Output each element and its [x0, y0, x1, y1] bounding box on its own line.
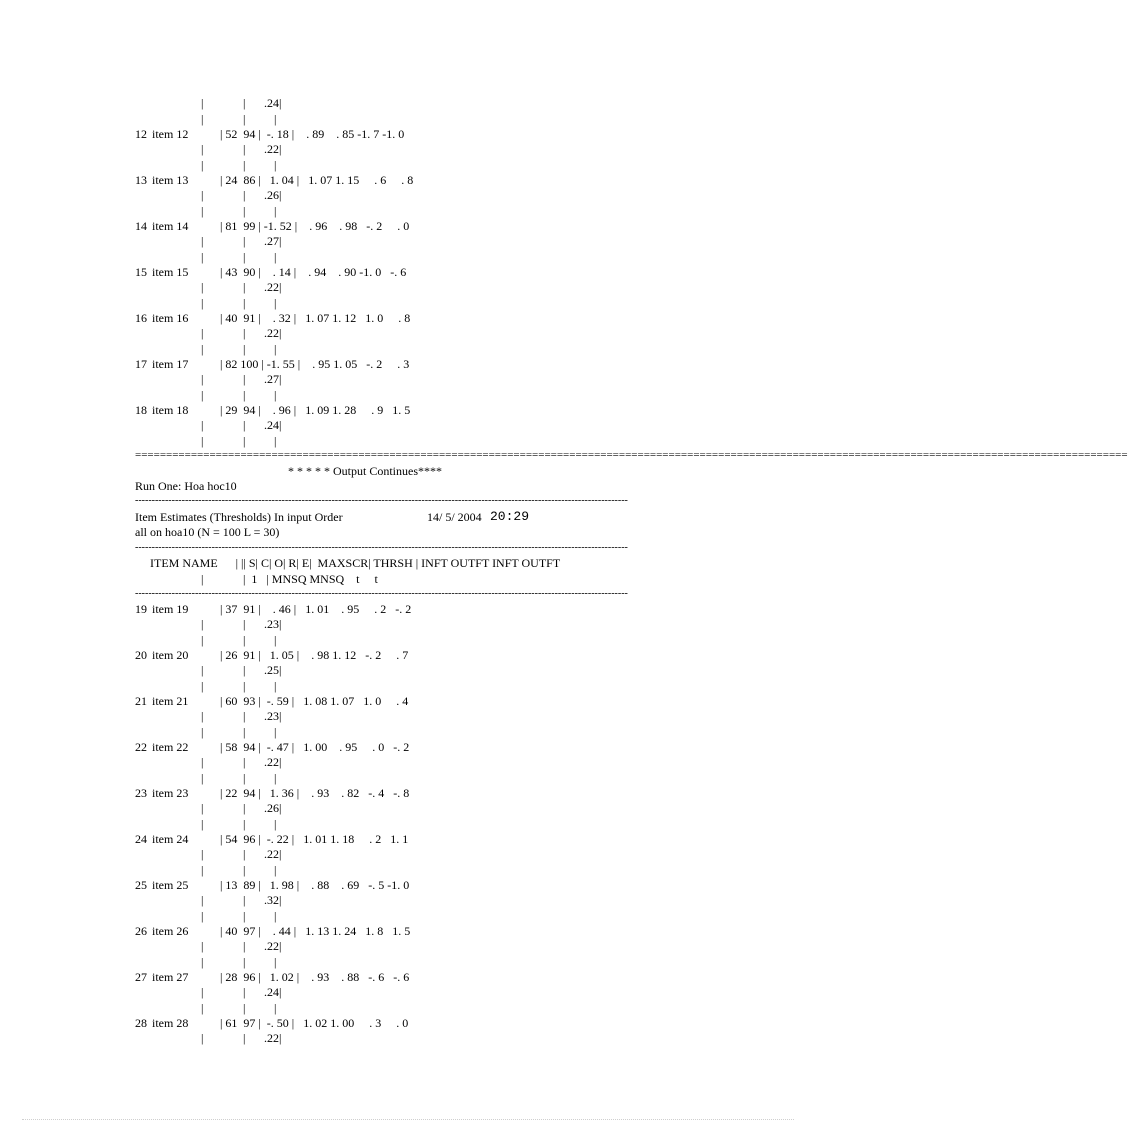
- item-name: item 23: [152, 786, 189, 800]
- separator-pipe: |: [243, 617, 246, 631]
- separator-pipe: |: [243, 418, 246, 432]
- item-number: 25: [135, 878, 147, 892]
- separator-pipe: |: [243, 847, 246, 861]
- item-values: | 40 91 | . 32 | 1. 07 1. 12 1. 0 . 8: [220, 311, 411, 325]
- separator-pipe: |: [243, 755, 246, 769]
- separator-pipe: |: [274, 909, 277, 923]
- standard-error-value: .27|: [264, 372, 282, 386]
- separator-pipe: |: [243, 771, 246, 785]
- item-name: item 15: [152, 265, 189, 279]
- item-name: item 27: [152, 970, 189, 984]
- standard-error-value: .22|: [264, 142, 282, 156]
- standard-error-value: .22|: [264, 280, 282, 294]
- separator-pipe: |: [201, 326, 204, 340]
- separator-pipe: |: [243, 725, 246, 739]
- separator-pipe: |: [274, 342, 277, 356]
- item-number: 13: [135, 173, 147, 187]
- separator-pipe: |: [201, 1001, 204, 1015]
- separator-pipe: |: [274, 296, 277, 310]
- item-name: item 18: [152, 403, 189, 417]
- separator-pipe: |: [201, 663, 204, 677]
- item-values: | 43 90 | . 14 | . 94 . 90 -1. 0 -. 6: [220, 265, 407, 279]
- separator-pipe: |: [274, 388, 277, 402]
- standard-error-value: .22|: [264, 1031, 282, 1045]
- separator-pipe: |: [274, 863, 277, 877]
- separator-pipe: |: [201, 817, 204, 831]
- all-on-line: all on hoa10 (N = 100 L = 30): [135, 525, 280, 539]
- column-header-2: | 1 | MNSQ MNSQ t t: [243, 572, 378, 586]
- separator-pipe: |: [243, 679, 246, 693]
- separator-pipe: |: [243, 863, 246, 877]
- separator-pipe: |: [201, 1031, 204, 1045]
- item-values: | 82 100 | -1. 55 | . 95 1. 05 -. 2 . 3: [220, 357, 410, 371]
- separator-pipe: |: [201, 617, 204, 631]
- estimates-time: 20:29: [490, 509, 530, 524]
- item-name: item 12: [152, 127, 189, 141]
- separator-pipe: |: [201, 985, 204, 999]
- dash-separator-rule: ----------------------------------------------------------------------------------------------------------------------------------------------------: [135, 542, 628, 553]
- standard-error-value: .24|: [264, 96, 282, 110]
- item-name: item 16: [152, 311, 189, 325]
- item-values: | 26 91 | 1. 05 | . 98 1. 12 -. 2 . 7: [220, 648, 409, 662]
- separator-pipe: |: [243, 1001, 246, 1015]
- item-values: | 61 97 | -. 50 | 1. 02 1. 00 . 3 . 0: [220, 1016, 409, 1030]
- separator-pipe: |: [243, 434, 246, 448]
- separator-pipe: |: [201, 342, 204, 356]
- dash-separator-rule: ----------------------------------------------------------------------------------------------------------------------------------------------------: [135, 588, 628, 599]
- item-values: | 13 89 | 1. 98 | . 88 . 69 -. 5 -1. 0: [220, 878, 410, 892]
- item-name: item 19: [152, 602, 189, 616]
- separator-pipe: |: [243, 1031, 246, 1045]
- column-header-1: ITEM NAME | || S| C| O| R| E| MAXSCR| THRSH | INFT OUTFT INFT OUTFT: [150, 556, 561, 570]
- item-number: 17: [135, 357, 147, 371]
- item-name: item 20: [152, 648, 189, 662]
- separator-pipe: |: [243, 188, 246, 202]
- item-values: | 28 96 | 1. 02 | . 93 . 88 -. 6 -. 6: [220, 970, 410, 984]
- separator-pipe: |: [201, 388, 204, 402]
- separator-pipe: |: [243, 709, 246, 723]
- item-values: | 60 93 | -. 59 | 1. 08 1. 07 1. 0 . 4: [220, 694, 409, 708]
- item-values: | 29 94 | . 96 | 1. 09 1. 28 . 9 1. 5: [220, 403, 411, 417]
- separator-pipe: |: [243, 939, 246, 953]
- separator-pipe: |: [274, 633, 277, 647]
- item-number: 23: [135, 786, 147, 800]
- item-values: | 22 94 | 1. 36 | . 93 . 82 -. 4 -. 8: [220, 786, 410, 800]
- separator-pipe: |: [274, 112, 277, 126]
- item-number: 22: [135, 740, 147, 754]
- separator-pipe: |: [243, 801, 246, 815]
- item-name: item 17: [152, 357, 189, 371]
- separator-pipe: |: [201, 955, 204, 969]
- separator-pipe: |: [274, 204, 277, 218]
- separator-pipe: |: [243, 817, 246, 831]
- item-values: | 54 96 | -. 22 | 1. 01 1. 18 . 2 1. 1: [220, 832, 409, 846]
- separator-pipe: |: [201, 755, 204, 769]
- separator-pipe: |: [274, 817, 277, 831]
- item-number: 28: [135, 1016, 147, 1030]
- separator-pipe: |: [243, 985, 246, 999]
- item-number: 16: [135, 311, 147, 325]
- item-name: item 24: [152, 832, 189, 846]
- separator-pipe: |: [201, 204, 204, 218]
- separator-pipe: |: [201, 158, 204, 172]
- item-values: | 58 94 | -. 47 | 1. 00 . 95 . 0 -. 2: [220, 740, 410, 754]
- standard-error-value: .22|: [264, 326, 282, 340]
- item-name: item 25: [152, 878, 189, 892]
- separator-pipe: |: [201, 188, 204, 202]
- separator-pipe: |: [243, 388, 246, 402]
- separator-pipe: |: [274, 1001, 277, 1015]
- separator-pipe: |: [274, 434, 277, 448]
- separator-pipe: |: [201, 633, 204, 647]
- separator-pipe: |: [201, 709, 204, 723]
- standard-error-value: .22|: [264, 847, 282, 861]
- separator-pipe: |: [201, 939, 204, 953]
- item-number: 20: [135, 648, 147, 662]
- separator-pipe: |: [243, 112, 246, 126]
- separator-pipe: |: [243, 633, 246, 647]
- item-number: 18: [135, 403, 147, 417]
- page-bottom-divider: [22, 1119, 794, 1120]
- item-values: | 81 99 | -1. 52 | . 96 . 98 -. 2 . 0: [220, 219, 410, 233]
- item-values: | 24 86 | 1. 04 | 1. 07 1. 15 . 6 . 8: [220, 173, 414, 187]
- standard-error-value: .26|: [264, 801, 282, 815]
- standard-error-value: .23|: [264, 617, 282, 631]
- separator-pipe: |: [243, 663, 246, 677]
- separator-pipe: |: [243, 234, 246, 248]
- separator-pipe: |: [201, 372, 204, 386]
- separator-pipe: |: [243, 96, 246, 110]
- separator-pipe: |: [201, 679, 204, 693]
- standard-error-value: .27|: [264, 234, 282, 248]
- separator-pipe: |: [201, 863, 204, 877]
- separator-pipe: |: [243, 893, 246, 907]
- separator-pipe: |: [201, 112, 204, 126]
- separator-pipe: |: [201, 725, 204, 739]
- equals-separator-rule: ================================================================================================================================================================: [135, 449, 1128, 461]
- item-values: | 40 97 | . 44 | 1. 13 1. 24 1. 8 1. 5: [220, 924, 411, 938]
- separator-pipe: |: [201, 96, 204, 110]
- separator-pipe: |: [201, 142, 204, 156]
- separator-pipe: |: [274, 679, 277, 693]
- standard-error-value: .25|: [264, 663, 282, 677]
- estimates-date: 14/ 5/ 2004: [427, 510, 482, 524]
- separator-pipe: |: [201, 250, 204, 264]
- separator-pipe: |: [201, 280, 204, 294]
- item-number: 15: [135, 265, 147, 279]
- separator-pipe: |: [274, 158, 277, 172]
- item-number: 24: [135, 832, 147, 846]
- item-name: item 26: [152, 924, 189, 938]
- separator-pipe: |: [201, 847, 204, 861]
- standard-error-value: .23|: [264, 709, 282, 723]
- separator-pipe: |: [243, 280, 246, 294]
- item-name: item 13: [152, 173, 189, 187]
- separator-pipe: |: [243, 909, 246, 923]
- separator-pipe: |: [201, 418, 204, 432]
- standard-error-value: .32|: [264, 893, 282, 907]
- separator-pipe: |: [201, 434, 204, 448]
- separator-pipe: |: [243, 204, 246, 218]
- separator-pipe: |: [243, 250, 246, 264]
- separator-pipe: |: [274, 725, 277, 739]
- separator-pipe: |: [201, 893, 204, 907]
- separator-pipe: |: [201, 771, 204, 785]
- standard-error-value: .22|: [264, 755, 282, 769]
- separator-pipe: |: [243, 326, 246, 340]
- item-number: 14: [135, 219, 147, 233]
- separator-pipe: |: [201, 234, 204, 248]
- separator-pipe: |: [243, 158, 246, 172]
- separator-pipe: |: [243, 342, 246, 356]
- separator-pipe: |: [243, 296, 246, 310]
- item-values: | 52 94 | -. 18 | . 89 . 85 -1. 7 -1. 0: [220, 127, 405, 141]
- item-number: 27: [135, 970, 147, 984]
- item-number: 19: [135, 602, 147, 616]
- separator-pipe: |: [243, 372, 246, 386]
- output-continues-notice: * * * * * Output Continues****: [288, 464, 443, 478]
- separator-pipe: |: [243, 142, 246, 156]
- standard-error-value: .26|: [264, 188, 282, 202]
- separator-pipe: |: [274, 250, 277, 264]
- item-name: item 14: [152, 219, 189, 233]
- item-number: 26: [135, 924, 147, 938]
- estimates-title: Item Estimates (Thresholds) In input Order: [135, 510, 343, 524]
- separator-pipe: |: [243, 955, 246, 969]
- standard-error-value: .24|: [264, 985, 282, 999]
- separator-pipe: |: [201, 801, 204, 815]
- dash-separator-rule: ----------------------------------------------------------------------------------------------------------------------------------------------------: [135, 495, 628, 506]
- separator-pipe: |: [201, 572, 204, 586]
- item-values: | 37 91 | . 46 | 1. 01 . 95 . 2 -. 2: [220, 602, 412, 616]
- standard-error-value: .22|: [264, 939, 282, 953]
- item-number: 21: [135, 694, 147, 708]
- separator-pipe: |: [274, 771, 277, 785]
- separator-pipe: |: [201, 296, 204, 310]
- item-name: item 28: [152, 1016, 189, 1030]
- separator-pipe: |: [201, 909, 204, 923]
- separator-pipe: |: [274, 955, 277, 969]
- item-number: 12: [135, 127, 147, 141]
- item-name: item 22: [152, 740, 189, 754]
- item-name: item 21: [152, 694, 189, 708]
- standard-error-value: .24|: [264, 418, 282, 432]
- run-line: Run One: Hoa hoc10: [135, 479, 237, 493]
